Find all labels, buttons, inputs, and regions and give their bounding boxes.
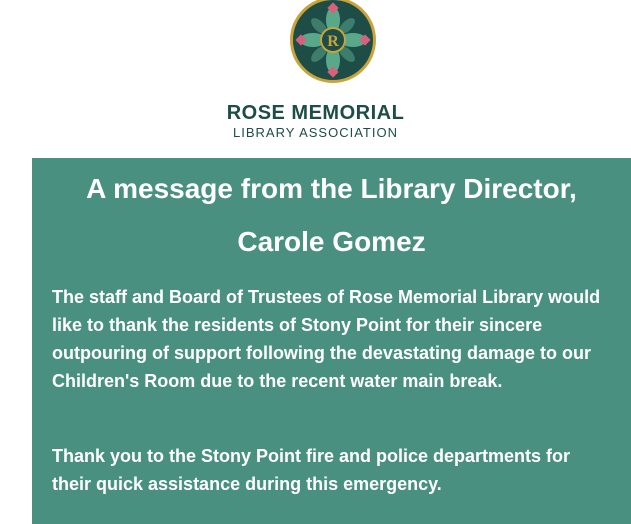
library-name: ROSE MEMORIAL (226, 102, 405, 124)
message-title: A message from the Library Director, (86, 173, 577, 204)
library-subtitle: LIBRARY ASSOCIATION (233, 125, 398, 140)
logo-letter: R (327, 33, 339, 50)
library-logo (289, 0, 377, 84)
director-name: Carole Gomez (237, 226, 426, 257)
header (0, 0, 631, 158)
rose-emblem-icon (289, 0, 377, 84)
director-message-panel (32, 158, 631, 524)
message-paragraph: Thank you to the Stony Point fire and police departments for their quick assistance during this emergency. (52, 446, 571, 494)
message-paragraph: The staff and Board of Trustees of Rose Memorial Library would like to thank the residents of Stony Point for their sincere outpouring of support following the devastating damage to our Children's Room due to the recent water main break. (52, 287, 601, 391)
